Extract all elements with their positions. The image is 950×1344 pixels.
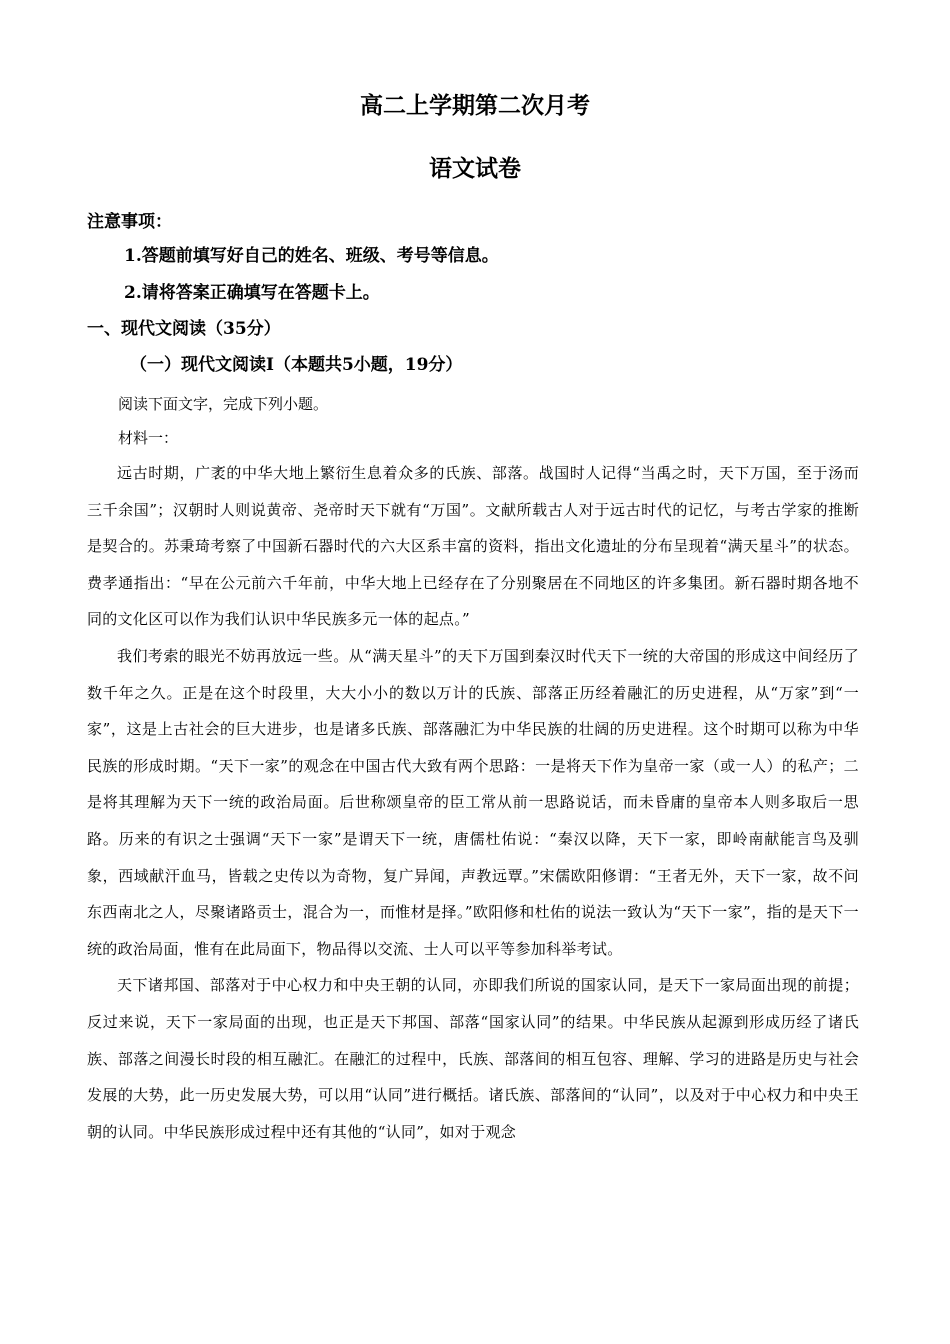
section-heading: 一、现代文阅读（35分） (87, 319, 281, 339)
passage-paragraph-2: 我们考索的眼光不妨再放远一些。从“满天星斗”的天下万国到秦汉时代天下一统的大帝国的形成这中间经历了数千年之久。正是在这个时段里，大大小小的数以万计的氏族、部落正历经着融汇的历史进程，从“万家”到“一家”，这是上古社会的巨大进步，也是诸多氏族、部落融汇为中华民族的壮阔的历史进程。这个时期可以称为中华民族的形成时期。“天下一家”的观念在中国古代大致有两个思路：一是将天下作为皇帝一家（或一人）的私产；二是将其理解为天下一统的政治局面。后世称颂皇帝的臣工常从前一思路说话，而未昏庸的皇帝本人则多取后一思路。历来的有识之士强调“天下一家”是谓天下一统，唐儒杜佑说：“秦汉以降，天下一家，即岭南献能言鸟及驯象，西域献汗血马，皆载之史传以为奇物，复广异闻，声教远覃。”宋儒欧阳修谓：“王者无外，天下一家，故不问东西南北之人，尽聚诸路贡士，混合为一，而惟材是择。”欧阳修和杜佑的说法一致认为“天下一家”，指的是天下一统的政治局面，惟有在此局面下，物品得以交流、士人可以平等参加科举考试。 (87, 646, 859, 958)
reading-instruction: 阅读下面文字，完成下列小题。 (118, 395, 329, 413)
passage-paragraph-1: 远古时期，广袤的中华大地上繁衍生息着众多的氏族、部落。战国时人记得“当禹之时，天下万国，至于汤而三千余国”；汉朝时人则说黄帝、尧帝时天下就有“万国”。文献所载古人对于远古时代的记忆，与考古学家的推断是契合的。苏秉琦考察了中国新石器时代的六大区系丰富的资料，指出文化遗址的分布呈现着“满天星斗”的状态。费孝通指出：“早在公元前六千年前，中华大地上已经存在了分别聚居在不同地区的许多集团。新石器时期各地不同的文化区可以作为我们认识中华民族多元一体的起点。” (87, 464, 859, 629)
exam-subtitle: 语文试卷 (429, 155, 521, 182)
material-label: 材料一： (118, 429, 179, 447)
notice-item-1: 1.答题前填写好自己的姓名、班级、考号等信息。 (124, 246, 499, 266)
notice-item-2: 2.请将答案正确填写在答题卡上。 (124, 283, 380, 303)
reading-passage (87, 455, 859, 1150)
passage-paragraph-3: 天下诸邦国、部落对于中心权力和中央王朝的认同，亦即我们所说的国家认同，是天下一家局面出现的前提；反过来说，天下一家局面的出现，也正是天下邦国、部落“国家认同”的结果。中华民族从起源到形成历经了诸氏族、部落之间漫长时段的相互融汇。在融汇的过程中，氏族、部落间的相互包容、理解、学习的进路是历史与社会发展的大势，此一历史发展大势，可以用“认同”进行概括。诸氏族、部落间的“认同”，以及对于中心权力和中央王朝的认同。中华民族形成过程中还有其他的“认同”，如对于观念 (87, 976, 859, 1141)
notice-heading: 注意事项： (87, 212, 172, 232)
section-subheading: （一）现代文阅读Ⅰ（本题共5小题，19分） (130, 355, 463, 375)
exam-title: 高二上学期第二次月考 (360, 92, 590, 119)
